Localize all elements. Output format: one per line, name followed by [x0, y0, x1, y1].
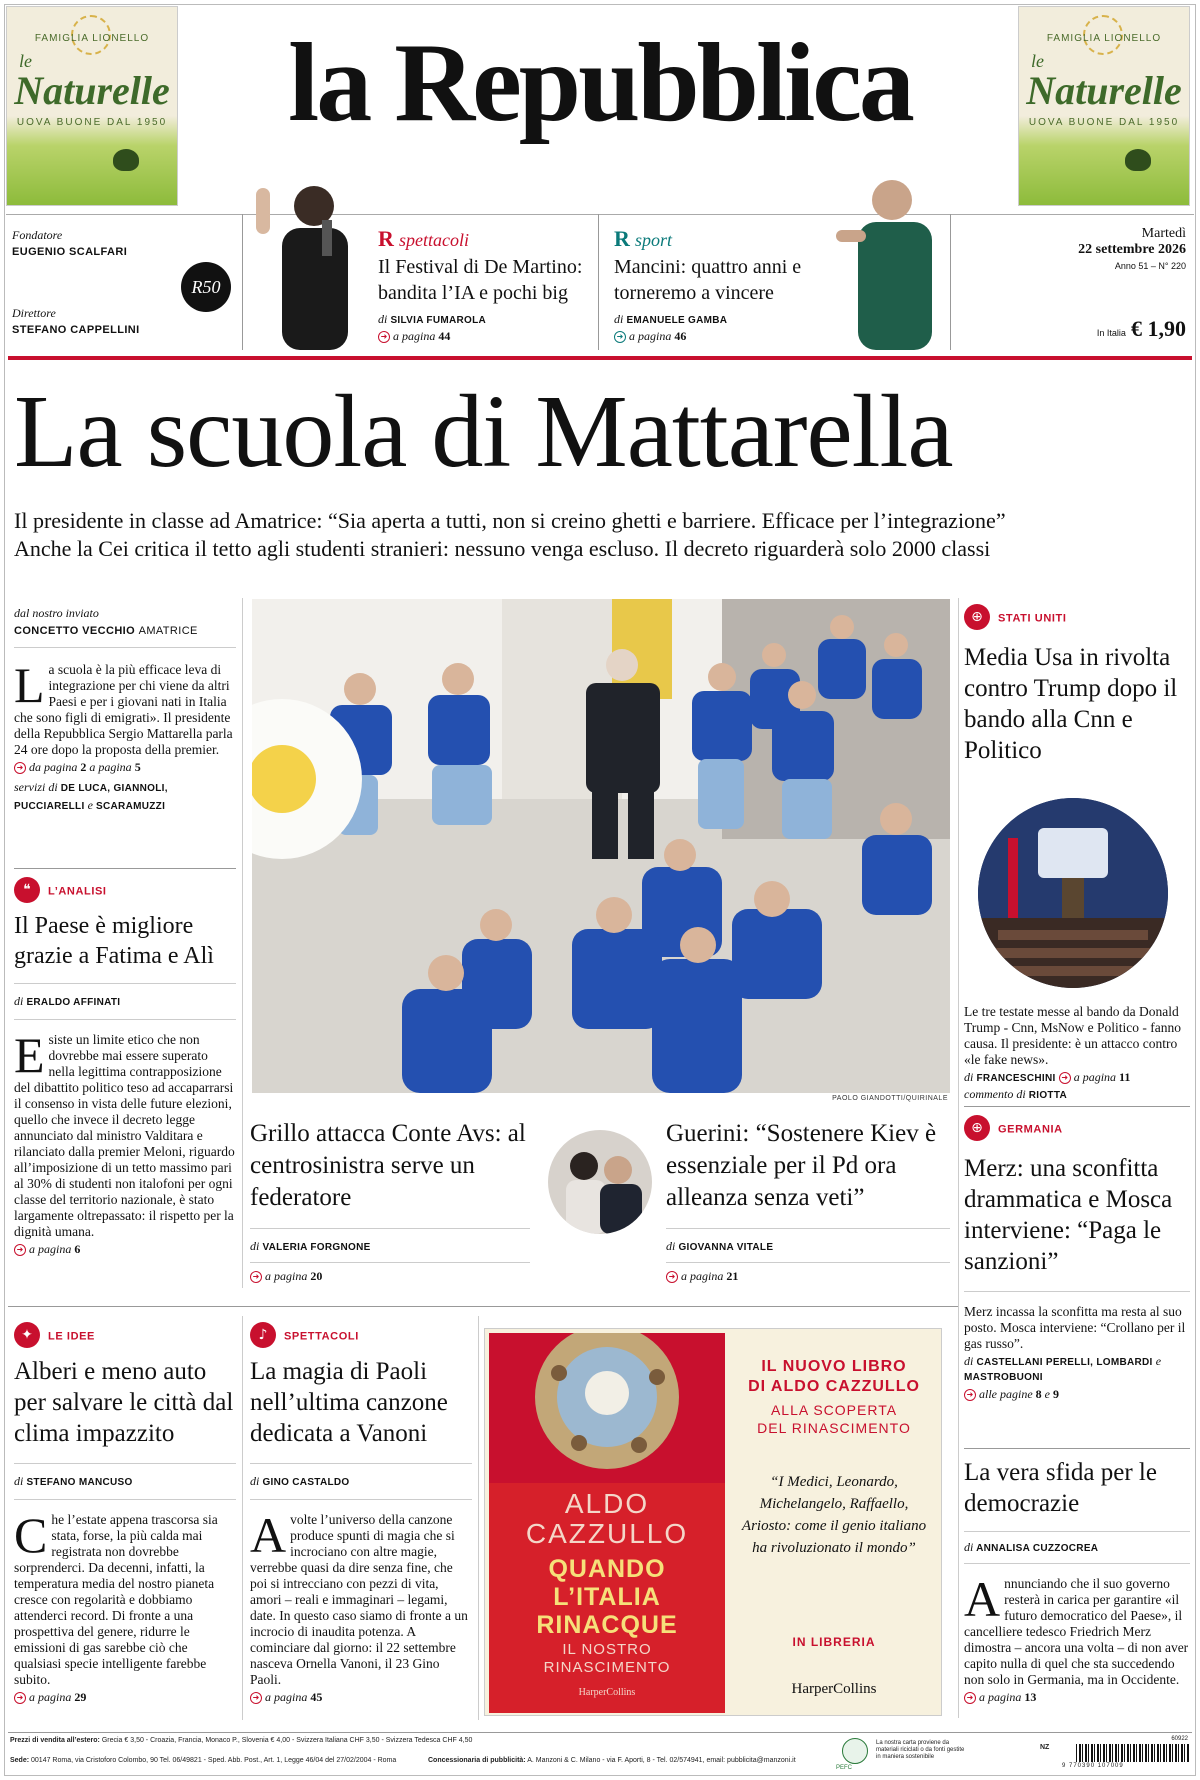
ad-sub-1: ALLA SCOPERTA [770, 1402, 898, 1418]
seat-text: 00147 Roma, via Cristoforo Colombo, 90 Tel. 06/49821 - Sped. Abb. Post., Art. 1, Legge 46/04 del 27/02/2004 - Roma [31, 1757, 397, 1764]
pefc-tree-icon [842, 1738, 868, 1764]
by-label: di [964, 1540, 974, 1554]
photo-schlein-conte[interactable] [548, 1130, 652, 1234]
article-title: Media Usa in rivolta contro Trump dopo il bando alla Cnn e Politico [964, 644, 1178, 764]
stati-uniti-summary [964, 1004, 1190, 1102]
lead-body [14, 657, 236, 758]
germania-article[interactable] [964, 1106, 1190, 1402]
founder-label: Fondatore [12, 228, 63, 242]
date-day: Martedì [1141, 226, 1186, 241]
ad-headline-1: IL NUOVO LIBRO [761, 1358, 907, 1375]
barcode [1062, 1738, 1190, 1770]
issue-date: 22 settembre 2026 [1078, 242, 1186, 257]
music-note-icon: ♪ [250, 1322, 276, 1348]
press-room-photo [978, 798, 1168, 988]
page-ref-label: a pagina [265, 1690, 308, 1704]
democrazie-text: nnunciando che il suo governo resterà in carica per garantire «il futuro democratico del Paese», il cancelliere tedesco Friedrich Merz dimostra – ancora una volta – di non aver capito nulla di quel che sta succedendo non solo in Germania, ma in Occidente. [964, 1576, 1189, 1687]
book-ad-sub [731, 1401, 937, 1437]
page-number: 45 [310, 1690, 323, 1704]
page-ref-label: a pagina [681, 1269, 724, 1283]
spettacoli-body [250, 1507, 472, 1688]
lead-text: a scuola è la più efficace leva di integrazione per chi viene da altri Paesi e per i giovani nati in Italia che sono figli di emigrati». Il presidente della Repubblica Sergio Mattarella parla 24 ore dopo la proposta della premier. [14, 662, 233, 757]
newspaper-logo[interactable]: la Repubblica [288, 21, 912, 145]
article-author: CASTELLANI PERELLI, LOMBARDI [976, 1357, 1153, 1368]
by-label: di [250, 1474, 260, 1488]
article-author: GIOVANNA VITALE [678, 1242, 774, 1253]
ads-label: Concessionaria di pubblicità: [428, 1757, 526, 1764]
date-block [958, 226, 1186, 271]
section-r-logo: R [378, 226, 394, 251]
page-number: 2 [80, 760, 87, 774]
analisi-text: siste un limite etico che non dovrebbe mai essere superato nella legittima contrapposizione del dibattito politico teso ad accaparrarsi il consenso in vista delle future elezioni, quello che invece il decreto legge annunciato dal ministro Valditara e rilanciato dalla premier Meloni, riguardo all’imposizione di un tetto massimo pari al 30% di studenti non italofoni per ogni classe del territorio nazionale, è stato largamente oltrepassato: il rispetto per la dignità umana. [14, 1032, 235, 1239]
comment-author: RIOTTA [1028, 1090, 1068, 1101]
book-ad-headline [731, 1357, 937, 1397]
prices-label: Prezzi di vendita all’estero: [10, 1737, 100, 1744]
article-title: Il Paese è migliore grazie a Fatima e Alì [14, 913, 214, 969]
grillo-article[interactable] [250, 1118, 530, 1284]
by-label: di [614, 312, 624, 326]
director-name: STEFANO CAPPELLINI [12, 324, 140, 336]
section-label: LE IDEE [48, 1330, 95, 1343]
article-title: La magia di Paoli nell’ultima canzone dedicata a Vanoni [250, 1358, 448, 1447]
price-block [958, 316, 1186, 342]
page-ref-label: a pagina [265, 1269, 308, 1283]
ad-le: le [1031, 51, 1044, 71]
teaser-spettacoli[interactable] [378, 226, 594, 344]
analisi-body [14, 1027, 236, 1240]
page-number: 5 [134, 760, 141, 774]
arrow-right-icon: ➜ [614, 331, 626, 343]
speech-bubble-icon: ❝ [14, 877, 40, 903]
arrow-right-icon: ➜ [1059, 1072, 1071, 1084]
lead-article[interactable] [14, 606, 236, 815]
page-ref-label: a pagina [89, 760, 132, 774]
page-number: 6 [74, 1242, 81, 1256]
services-authors: DE LUCA, GIANNOLI, PUCCIARELLI [14, 783, 168, 812]
analisi-article[interactable] [14, 868, 236, 1257]
ad-tagline: UOVA BUONE DAL 1950 [16, 117, 168, 128]
arrow-right-icon: ➜ [964, 1389, 976, 1401]
lead-place: AMATRICE [138, 625, 198, 637]
hen-icon [1125, 149, 1151, 171]
person-photo-icon [246, 168, 374, 350]
barcode-number: 9 770390 107009 [1062, 1763, 1124, 1769]
barcode-top: 60922 [1171, 1736, 1188, 1742]
hen-icon [113, 149, 139, 171]
arrow-right-icon: ➜ [964, 1692, 976, 1704]
spettacoli-article[interactable] [250, 1322, 472, 1705]
article-author: GINO CASTALDO [262, 1477, 350, 1488]
in-libreria-label: IN LIBRERIA [792, 1635, 876, 1649]
drop-cap: L [14, 657, 45, 713]
section-r-logo: R [614, 226, 630, 251]
lead-photo[interactable] [252, 599, 950, 1093]
arrow-right-icon: ➜ [14, 762, 26, 774]
arrow-right-icon: ➜ [14, 1692, 26, 1704]
article-author: VALERIA FORGNONE [262, 1242, 371, 1253]
ad-family: FAMIGLIA LIONELLO [34, 33, 150, 44]
comment-label: commento di [964, 1087, 1026, 1101]
teaser-photo-demartino[interactable] [246, 168, 374, 350]
idee-text: he l’estate appena trascorsa sia stata, forse, la più calda mai registrata non dovrebbe sorprenderci. Da decenni, infatti, la temperatura media del nostro pianeta cresce con regolarità e dobbiamo attenderci record. Di fronte a una prospettiva del genere, ridurre le emissioni di gas sarebbe ciò che qualsiasi specie intelligente farebbe subito. [14, 1512, 218, 1687]
ad-brand: Naturelle [14, 68, 170, 113]
page-ref-label: a pagina [629, 329, 672, 343]
r50-badge: R50 [181, 262, 231, 312]
by-label: di [964, 1354, 974, 1368]
book-ad[interactable] [484, 1328, 942, 1716]
teaser-photo-mancini[interactable] [836, 160, 948, 350]
page-ref-label: a pagina [29, 1690, 72, 1704]
article-title: La vera sfida per le democrazie [964, 1459, 1157, 1517]
cover-subtitle: IL NOSTRO RINASCIMENTO [543, 1641, 671, 1676]
page-number: 21 [726, 1269, 739, 1283]
by-label: di [250, 1239, 260, 1253]
section-label: STATI UNITI [998, 612, 1067, 625]
article-title: Alberi e meno auto per salvare le città dal clima impazzito [14, 1358, 234, 1447]
page-ref-label: a pagina [393, 329, 436, 343]
ad-family: FAMIGLIA LIONELLO [1046, 33, 1162, 44]
pefc-text: La nostra carta proviene da materiali riciclati o da fonti gestite in maniera sostenibile [876, 1740, 965, 1760]
fresco-graphic [489, 1333, 725, 1483]
idee-body [14, 1507, 236, 1688]
photo-white-house[interactable] [978, 798, 1168, 988]
footer-ads [428, 1757, 796, 1764]
stati-uniti-article[interactable] [964, 604, 1190, 766]
founder-block [12, 228, 127, 258]
idee-article[interactable] [14, 1322, 236, 1705]
page-number: 44 [438, 329, 451, 343]
people-photo-icon [548, 1130, 652, 1234]
page-ref-label: alle pagine [979, 1387, 1033, 1401]
arrow-right-icon: ➜ [666, 1271, 678, 1283]
classroom-photo [252, 599, 950, 1093]
lead-subhead-2: Anche la Cei critica il tetto agli studenti stranieri: nessuno venga escluso. Il decreto riguarderà solo 2000 classi [14, 536, 991, 561]
spettacoli-text: volte l’universo della canzone produce spunti di magia che si incrociano con altre magie, verrebbe quasi da dire senza fine, che poi si intrecciano con pezzi di vita, amori – reali e immaginari – legami, date. In questo caso siamo di fronte a un incrocio di inaudita potenza. A cominciare dal giorno: il 22 settembre nasceva Ornella Vanoni, il 23 Gino Paoli. [250, 1512, 468, 1687]
by-label: di [14, 1474, 24, 1488]
ad-naturelle-left[interactable] [6, 6, 178, 206]
photo-credit: PAOLO GIANDOTTI/QUIRINALE [832, 1095, 948, 1102]
page-number: 8 [1035, 1387, 1042, 1401]
cover-author: ALDO CAZZULLO [525, 1488, 689, 1549]
page-number: 46 [674, 329, 687, 343]
page-number: 13 [1024, 1690, 1037, 1704]
guerini-article[interactable] [666, 1118, 950, 1284]
prices-text: Grecia € 3,50 - Croazia, Francia, Monaco P., Slovenia € 4,00 - Svizzera Italiana CHF 3,50 - Svizzera Tedesca CHF 4,50 [101, 1737, 473, 1744]
article-title: Guerini: “Sostenere Kiev è essenziale per il Pd ora alleanza senza veti” [666, 1120, 937, 1211]
cover-publisher: HarperCollins [578, 1687, 636, 1698]
price-label: In Italia [1096, 328, 1126, 338]
issue-number: Anno 51 – N° 220 [1114, 261, 1186, 271]
teaser-section: sport [634, 230, 672, 250]
barcode-bars [1076, 1744, 1190, 1762]
by-label: di [666, 1239, 676, 1253]
lead-author: CONCETTO VECCHIO [14, 625, 136, 637]
teaser-author: SILVIA FUMAROLA [390, 315, 487, 326]
by-label: di [378, 312, 388, 326]
article-author-2: MASTROBUONI [964, 1372, 1043, 1383]
drop-cap: E [14, 1027, 45, 1083]
pefc-label: PEFC [836, 1765, 853, 1771]
services-label: servizi di [14, 780, 58, 794]
ad-sub-2: DEL RINASCIMENTO [757, 1420, 911, 1436]
article-author: ERALDO AFFINATI [26, 997, 121, 1008]
page-ref-label: a pagina [1073, 1070, 1117, 1084]
summary-text: Le tre testate messe al bando da Donald Trump - Cnn, MsNow e Politico - fanno causa. Il presidente: è un attacco contro «le fake news». [964, 1004, 1182, 1067]
drop-cap: A [964, 1571, 1001, 1627]
director-label: Direttore [12, 306, 56, 320]
page-ref-label: da pagina [29, 760, 78, 774]
teaser-title: Mancini: quattro anni e torneremo a vincere [614, 256, 802, 304]
page-number: 29 [74, 1690, 87, 1704]
democrazie-body [964, 1571, 1190, 1688]
ad-naturelle-right[interactable] [1018, 6, 1190, 206]
book-quote: “I Medici, Leonardo, Michelangelo, Raffaello, Ariosto: come il genio italiano ha rivoluzionato il mondo” [741, 1474, 927, 1556]
page-ref-label: a pagina [979, 1690, 1022, 1704]
article-title: Grillo attacca Conte Avs: al centrosinistra serve un federatore [250, 1120, 526, 1211]
director-block [12, 306, 140, 336]
page-number: 11 [1119, 1070, 1131, 1084]
price: € 1,90 [1131, 316, 1186, 341]
ad-brand: Naturelle [1026, 68, 1182, 113]
person-photo-icon [836, 160, 948, 350]
lead-subhead-1: Il presidente in classe ad Amatrice: “Sia aperta a tutti, non si creino ghetti e barriere. Efficace per l’integrazione” [14, 508, 1006, 533]
page-number: 20 [310, 1269, 323, 1283]
globe-icon: ⊕ [964, 1115, 990, 1141]
article-author: ANNALISA CUZZOCREA [976, 1543, 1099, 1554]
by-label: di [14, 994, 24, 1008]
summary-text: Merz incassa la sconfitta ma resta al suo posto. Mosca interviene: “Crollano per il gas russo”. [964, 1304, 1186, 1351]
democrazie-article[interactable] [964, 1448, 1190, 1705]
main-headline[interactable]: La scuola di Mattarella [14, 374, 953, 489]
article-author: STEFANO MANCUSO [26, 1477, 133, 1488]
arrow-right-icon: ➜ [14, 1244, 26, 1256]
drop-cap: A [250, 1507, 287, 1563]
and-label: e [87, 798, 93, 812]
footer-seat [10, 1757, 396, 1764]
and-label: e [1044, 1387, 1050, 1401]
ad-headline-2: DI ALDO CAZZULLO [748, 1378, 920, 1395]
ad-tagline: UOVA BUONE DAL 1950 [1028, 117, 1180, 128]
teaser-sport[interactable] [614, 226, 834, 344]
services-author-last: SCARAMUZZI [96, 801, 166, 812]
ad-le: le [19, 51, 32, 71]
founder-name: EUGENIO SCALFARI [12, 246, 128, 258]
section-label: SPETTACOLI [284, 1330, 359, 1343]
lightbulb-icon: ✦ [14, 1322, 40, 1348]
section-label: L’ANALISI [48, 885, 107, 898]
arrow-right-icon: ➜ [250, 1271, 262, 1283]
book-cover [489, 1333, 725, 1713]
teaser-title: Il Festival di De Martino: bandita l’IA e pochi big [378, 256, 583, 304]
footer-prices [10, 1737, 472, 1744]
article-author: FRANCESCHINI [976, 1073, 1056, 1084]
teaser-author: EMANUELE GAMBA [626, 315, 728, 326]
page-number: 9 [1052, 1387, 1059, 1401]
teaser-section: spettacoli [398, 230, 469, 250]
and-label: e [1155, 1354, 1162, 1368]
arrow-right-icon: ➜ [378, 331, 390, 343]
arrow-right-icon: ➜ [250, 1692, 262, 1704]
page-ref-label: a pagina [29, 1242, 72, 1256]
cover-title: QUANDO L’ITALIA RINACQUE [536, 1555, 678, 1639]
ads-text: A. Manzoni & C. Milano - via F. Aporti, 8 - Tel. 02/574941, email: pubblicita@manzoni.it [527, 1757, 796, 1764]
drop-cap: C [14, 1507, 48, 1563]
article-title: Merz: una sconfitta drammatica e Mosca interviene: “Paga le sanzioni” [964, 1155, 1173, 1275]
nz-label: NZ [1040, 1744, 1050, 1751]
globe-icon: ⊕ [964, 604, 990, 630]
section-label: GERMANIA [998, 1123, 1063, 1136]
dateline: dal nostro inviato [14, 606, 99, 620]
seat-label: Sede: [10, 1757, 30, 1764]
by-label: di [964, 1070, 974, 1084]
publisher-logo: HarperCollins [791, 1681, 877, 1697]
